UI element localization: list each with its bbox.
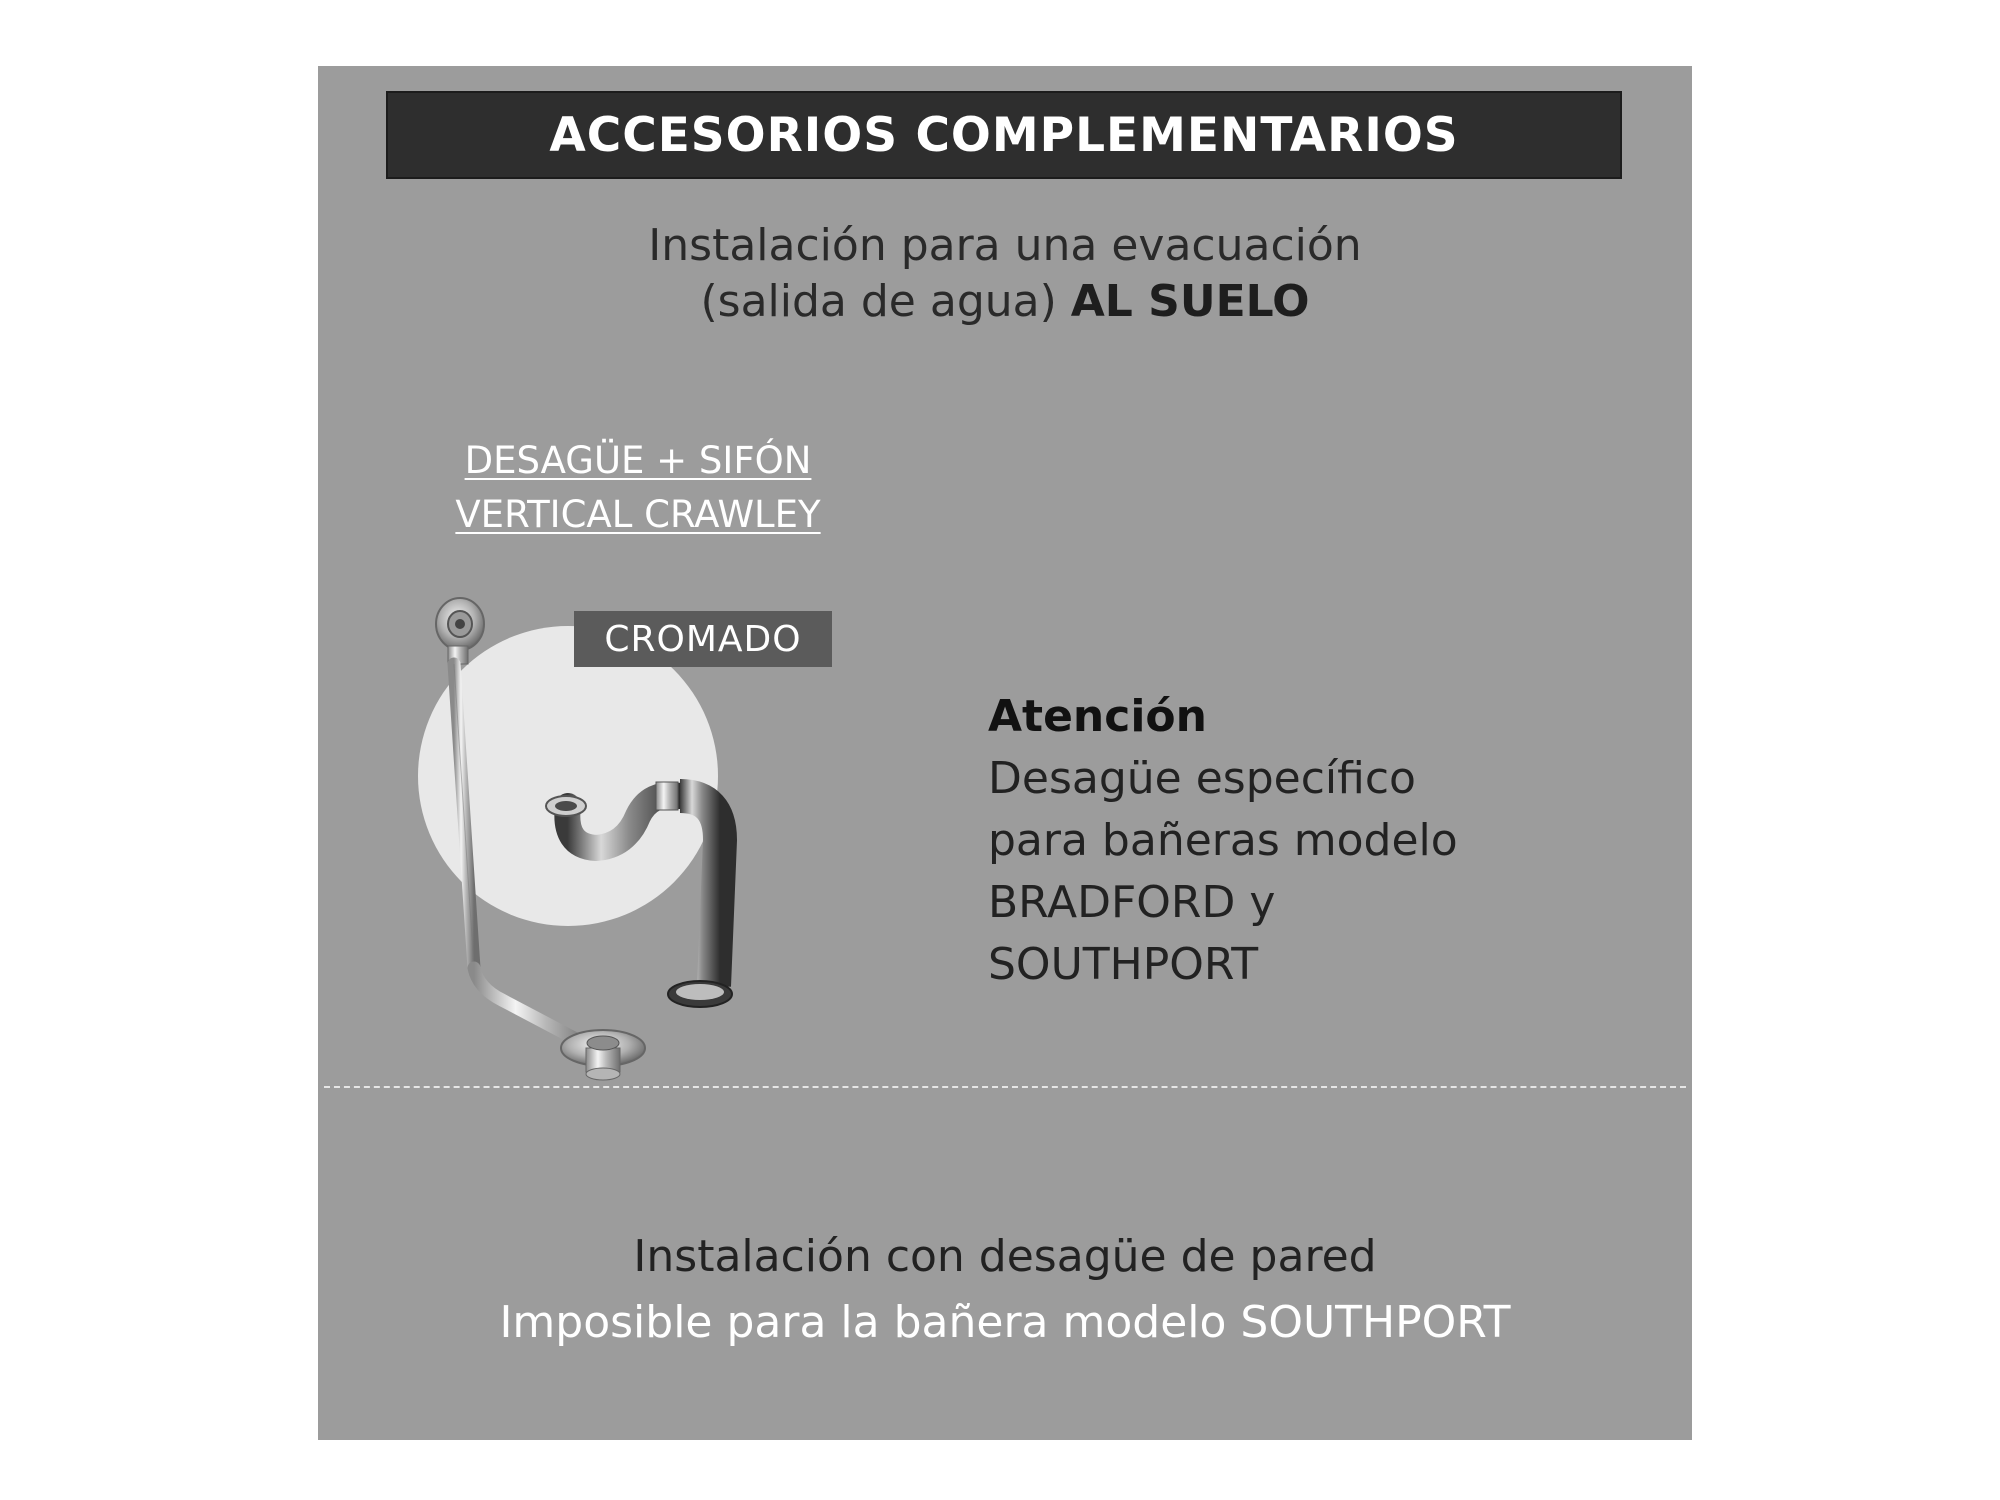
installation-subtitle	[318, 218, 1692, 330]
subtitle-line-2-prefix: (salida de agua)	[700, 276, 1071, 327]
notice-heading: Atención	[988, 691, 1207, 742]
drain-siphon-icon	[418, 596, 878, 1116]
attention-notice	[988, 686, 1628, 996]
notice-line: BRADFORD y	[988, 877, 1276, 928]
subtitle-line-1: Instalación para una evacuación	[648, 220, 1362, 271]
product-title-line-2: VERTICAL CRAWLEY	[455, 493, 821, 536]
notice-line: para bañeras modelo	[988, 815, 1458, 866]
subtitle-line-2	[318, 274, 1692, 330]
header-bar	[386, 91, 1622, 179]
dashed-divider	[324, 1086, 1686, 1088]
header-title: ACCESORIOS COMPLEMENTARIOS	[549, 107, 1459, 163]
subtitle-line-2-strong: AL SUELO	[1070, 276, 1310, 327]
footer-line-2: Imposible para la bañera modelo SOUTHPORT	[499, 1297, 1511, 1348]
finish-badge-label: CROMADO	[604, 618, 802, 660]
notice-line: Desagüe específico	[988, 753, 1416, 804]
footer-line-1: Instalación con desagüe de pared	[633, 1231, 1377, 1282]
wall-installation-note	[318, 1224, 1692, 1356]
product-title	[410, 434, 866, 542]
product-title-line-1: DESAGÜE + SIFÓN	[464, 439, 812, 482]
finish-badge	[574, 611, 832, 667]
accessories-panel	[318, 66, 1692, 1440]
notice-line: SOUTHPORT	[988, 939, 1259, 990]
